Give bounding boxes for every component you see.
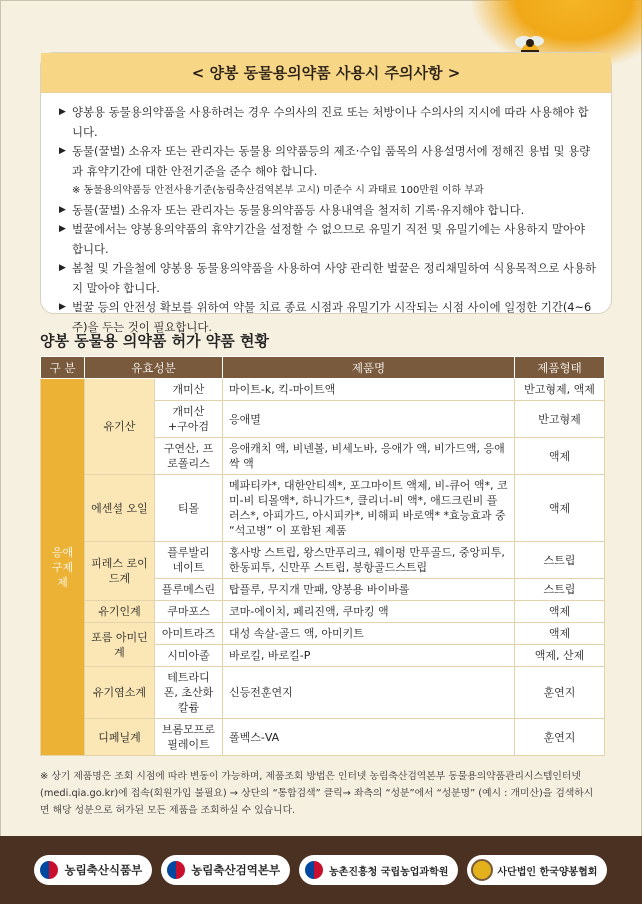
form-cell: 액제: [515, 438, 605, 475]
group-cell: 유기인계: [85, 601, 155, 623]
org-name: 농림축산식품부: [64, 863, 143, 877]
ingredient-cell: 플루발리 네이트: [155, 542, 223, 579]
header-category: 구 분: [41, 357, 85, 379]
product-cell: 바로킬, 바로킬-P: [223, 645, 515, 667]
ingredient-cell: 쿠마포스: [155, 601, 223, 623]
product-cell: 폴벡스-VA: [223, 719, 515, 756]
caution-item: ▶ 동물(꿀벌) 소유자 또는 관리자는 동물용의약품등 사용내역을 철저히 기록·유지해야 합니다.: [59, 201, 597, 221]
product-cell: 대성 속살-골드 액, 아미키트: [223, 623, 515, 645]
caution-title: < 양봉 동물용의약품 사용시 주의사항 >: [41, 53, 611, 93]
table-header-row: [41, 357, 605, 379]
product-cell: 홍사방 스트립, 왕스만푸리크, 웨이펑 만푸골드, 중앙피투, 한동피투, 신만푸 스트립, 봉항골드스트립: [223, 542, 515, 579]
org-name: 농촌진흥청 국립농업과학원: [329, 866, 449, 878]
form-cell: 스트립: [515, 579, 605, 601]
org-name: 농림축산검역본부: [191, 863, 281, 877]
caution-note: ※ 동물용의약품등 안전사용기준(농림축산검역본부 고시) 미준수 시 과태료 100만원 이하 부과: [72, 185, 484, 196]
table-row: [41, 623, 605, 645]
caution-list: [41, 93, 611, 337]
table-row: [41, 542, 605, 579]
ingredient-cell: 구연산, 프로폴리스: [155, 438, 223, 475]
form-cell: 훈연지: [515, 719, 605, 756]
product-cell: 메파티카*, 대한안티셱*, 포그마이트 액제, 비-큐어 액*, 코미-비 티몰액*, 하니가드*, 클리너-비 액*, 애드크린비 플러스*, 아피가드, 아시피카*, 비해피 바로액* *효능효과 중 “석고병” 이 포함된 제품: [223, 475, 515, 542]
ingredient-cell: 개미산: [155, 379, 223, 401]
caution-item: ▶ 봄철 및 가을철에 양봉용 동물용의약품을 사용하여 사양 관리한 벌꿀은 정리채밀하여 식용목적으로 사용하지 말아야 합니다.: [59, 259, 597, 298]
group-cell: 유기산: [85, 379, 155, 475]
ingredient-cell: 아미트라즈: [155, 623, 223, 645]
form-cell: 반고형제: [515, 401, 605, 438]
ingredient-cell: 시미아졸: [155, 645, 223, 667]
group-cell: 유기염소계: [85, 667, 155, 719]
table-row: [41, 601, 605, 623]
ingredient-cell: 플루메스린: [155, 579, 223, 601]
product-cell: 응애멸: [223, 401, 515, 438]
table-row: [41, 719, 605, 756]
caution-item: ▶ 동물(꿀벌) 소유자 또는 관리자는 동물용 의약품등의 제조·수입 품목의 사용설명서에 정해진 용법 및 용량과 휴약기간에 대한 안전기준을 준수 해야 합니다.: [59, 142, 597, 181]
org-logo-qia: [161, 855, 290, 885]
group-cell: 피레스 로이드계: [85, 542, 155, 601]
form-cell: 액제: [515, 623, 605, 645]
ingredient-cell: 브롬모프로 필레이트: [155, 719, 223, 756]
caution-box: [40, 52, 612, 334]
taegeuk-icon: [38, 859, 60, 881]
beekeeping-association-icon: [471, 859, 493, 881]
caution-item: ▶ 양봉용 동물용의약품을 사용하려는 경우 수의사의 진료 또는 처방이나 수의사의 지시에 따라 사용해야 합니다.: [59, 103, 597, 142]
table-row: [41, 475, 605, 542]
form-cell: 반고형제, 액제: [515, 379, 605, 401]
caution-item: ▶ 벌꿀에서는 양봉용의약품의 휴약기간을 설정할 수 없으므로 유밀기 직전 및 유밀기에는 사용하지 말아야 합니다.: [59, 220, 597, 259]
product-cell: 신등전훈연지: [223, 667, 515, 719]
table-row: [41, 667, 605, 719]
product-table: [40, 356, 605, 756]
form-cell: 액제: [515, 601, 605, 623]
footer-logos: [0, 836, 642, 904]
group-cell: 에센셜 오일: [85, 475, 155, 542]
taegeuk-icon: [303, 859, 325, 881]
header-product: 제품명: [223, 357, 515, 379]
header-form: 제품형태: [515, 357, 605, 379]
caution-item: ▶ 벌꿀 등의 안전성 확보를 위하여 약물 치료 종료 시점과 유밀기가 시작되는 시점 사이에 일정한 기간(4~6주)을 두는 것이 필요합니다.: [59, 298, 597, 337]
section-title: 양봉 동물용 의약품 허가 약품 현황: [40, 332, 269, 350]
form-cell: 액제, 산제: [515, 645, 605, 667]
product-cell: 탑플루, 무지개 만패, 양봉용 바이바롤: [223, 579, 515, 601]
taegeuk-icon: [165, 859, 187, 881]
group-cell: 디페닐계: [85, 719, 155, 756]
ingredient-cell: 티몰: [155, 475, 223, 542]
org-logo-mafra: [34, 855, 152, 885]
org-logo-rda: [299, 855, 458, 885]
form-cell: 스트립: [515, 542, 605, 579]
ingredient-cell: 개미산 +구아검: [155, 401, 223, 438]
form-cell: 액제: [515, 475, 605, 542]
product-cell: 마이트-k, 킥-마이트액: [223, 379, 515, 401]
table-row: [41, 379, 605, 401]
footnote: ※ 상기 제품명은 조회 시점에 따라 변동이 가능하며, 제품조회 방법은 인터넷 농림축산검역본부 동물용의약품관리시스템인터넷(medi.qia.go.kr)에 접속(회원가입 불필요) → 상단의 “통합검색” 클릭→ 좌측의 “성분”에서 “성분명” (예시 : 개미산)을 검색하시면 해당 성분으로 허가된 모든 제품을 조회하실 수 있습니다.: [40, 771, 594, 816]
org-logo-kba: [467, 855, 607, 885]
form-cell: 훈연지: [515, 667, 605, 719]
category-cell: 응애 구제제: [41, 379, 85, 756]
org-name: 사단법인 한국양봉협회: [497, 866, 598, 878]
group-cell: 포름 아미딘계: [85, 623, 155, 667]
ingredient-cell: 테트라디폰, 초산화칼륨: [155, 667, 223, 719]
product-cell: 응애캐치 액, 비넨볼, 비세노바, 응애가 액, 비가드액, 응애싹 액: [223, 438, 515, 475]
product-cell: 코마-에이치, 페리진액, 쿠마킹 액: [223, 601, 515, 623]
header-ingredient: 유효성분: [85, 357, 223, 379]
